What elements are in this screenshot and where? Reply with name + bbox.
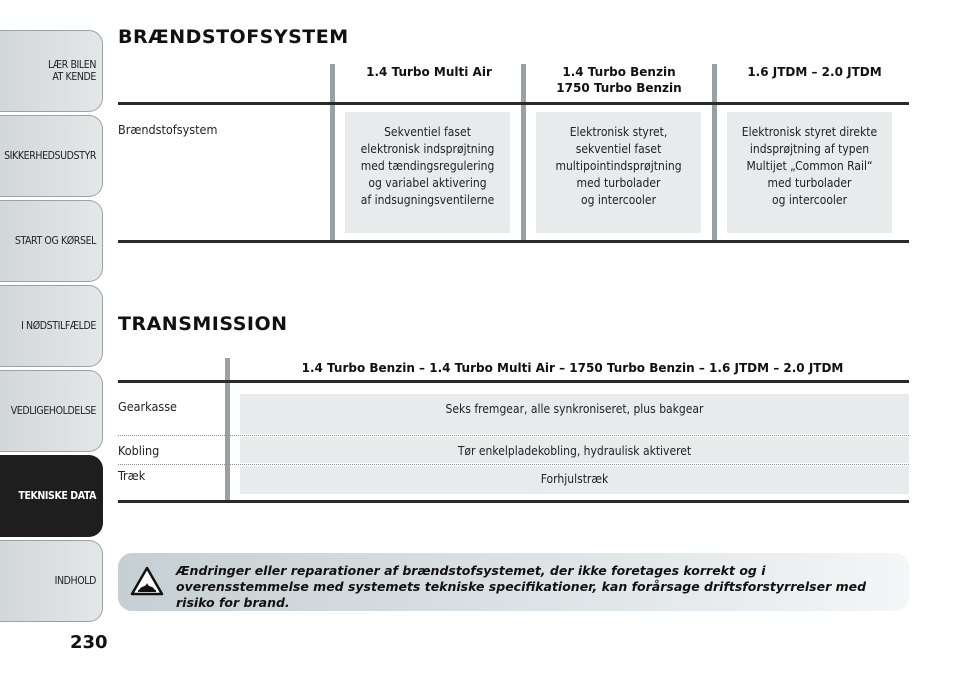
table-rule xyxy=(118,380,909,383)
table-rule xyxy=(118,500,909,503)
tab-label: SIKKERHEDSUDSTYR xyxy=(4,150,96,162)
column-divider xyxy=(521,64,526,242)
row-label-kobling: Kobling xyxy=(118,443,160,458)
tab-label: I NØDSTILFÆLDE xyxy=(21,320,96,332)
row-separator xyxy=(118,464,909,465)
column-header: 1.4 Turbo Multi Air xyxy=(366,65,492,79)
tab-sikkerhedsudstyr[interactable] xyxy=(0,115,103,197)
column-divider xyxy=(712,64,717,242)
page-number: 230 xyxy=(70,632,108,653)
tab-label: LÆR BILEN AT KENDE xyxy=(48,59,96,83)
tab-label: TEKNISKE DATA xyxy=(18,490,96,502)
transmission-cell: Seks fremgear, alle synkroniseret, plus bakgear xyxy=(240,394,909,434)
tab-label: START OG KØRSEL xyxy=(14,235,96,247)
tab-label: INDHOLD xyxy=(54,575,96,587)
table-rule xyxy=(118,240,909,243)
column-header: 1.6 JTDM – 2.0 JTDM xyxy=(747,65,882,79)
column-divider xyxy=(330,64,335,242)
row-separator xyxy=(118,435,909,436)
tab-vedligeholdelse[interactable] xyxy=(0,370,103,452)
fuel-cell: Sekventiel faset elektronisk indsprøjtning med tændingsregulering og variabel aktivering af indsugningsventilerne xyxy=(345,112,510,233)
tab-indhold[interactable] xyxy=(0,540,103,622)
row-label-traek: Træk xyxy=(118,468,146,483)
warning-text: Ændringer eller reparationer af brændstofsystemet, der ikke foretages korrekt og i overensstemmelse med systemets tekniske specifikationer, kan forårsage driftsforstyrrelser med risiko for brand. xyxy=(176,563,867,610)
fuel-cell: Elektronisk styret, sekventiel faset multipointindsprøjtning med turbolader og intercooler xyxy=(536,112,701,233)
warning-triangle-icon xyxy=(130,566,164,596)
row-label-gearkasse: Gearkasse xyxy=(118,399,177,414)
table-rule xyxy=(118,102,909,105)
tab-laer-bilen-at-kende[interactable] xyxy=(0,30,103,112)
fuel-cell: Elektronisk styret direkte indsprøjtning af typen Multijet „Common Rail“ med turbolader og intercooler xyxy=(727,112,892,233)
column-header: 1.4 Turbo Benzin – 1.4 Turbo Multi Air – 1750 Turbo Benzin – 1.6 JTDM – 2.0 JTDM xyxy=(301,361,844,375)
section-title-transmission: TRANSMISSION xyxy=(118,313,288,335)
tab-tekniske-data[interactable] xyxy=(0,455,103,537)
tab-i-nodstilfaelde[interactable] xyxy=(0,285,103,367)
tab-start-og-korsel[interactable] xyxy=(0,200,103,282)
transmission-cell: Tør enkelpladekobling, hydraulisk aktiveret xyxy=(240,437,909,463)
section-title-fuel: BRÆNDSTOFSYSTEM xyxy=(118,26,349,48)
row-label-fuel-system: Brændstofsystem xyxy=(118,122,218,137)
column-header: 1.4 Turbo Benzin 1750 Turbo Benzin xyxy=(556,65,682,95)
tab-label: VEDLIGEHOLDELSE xyxy=(10,405,96,417)
transmission-cell: Forhjulstræk xyxy=(240,466,909,494)
